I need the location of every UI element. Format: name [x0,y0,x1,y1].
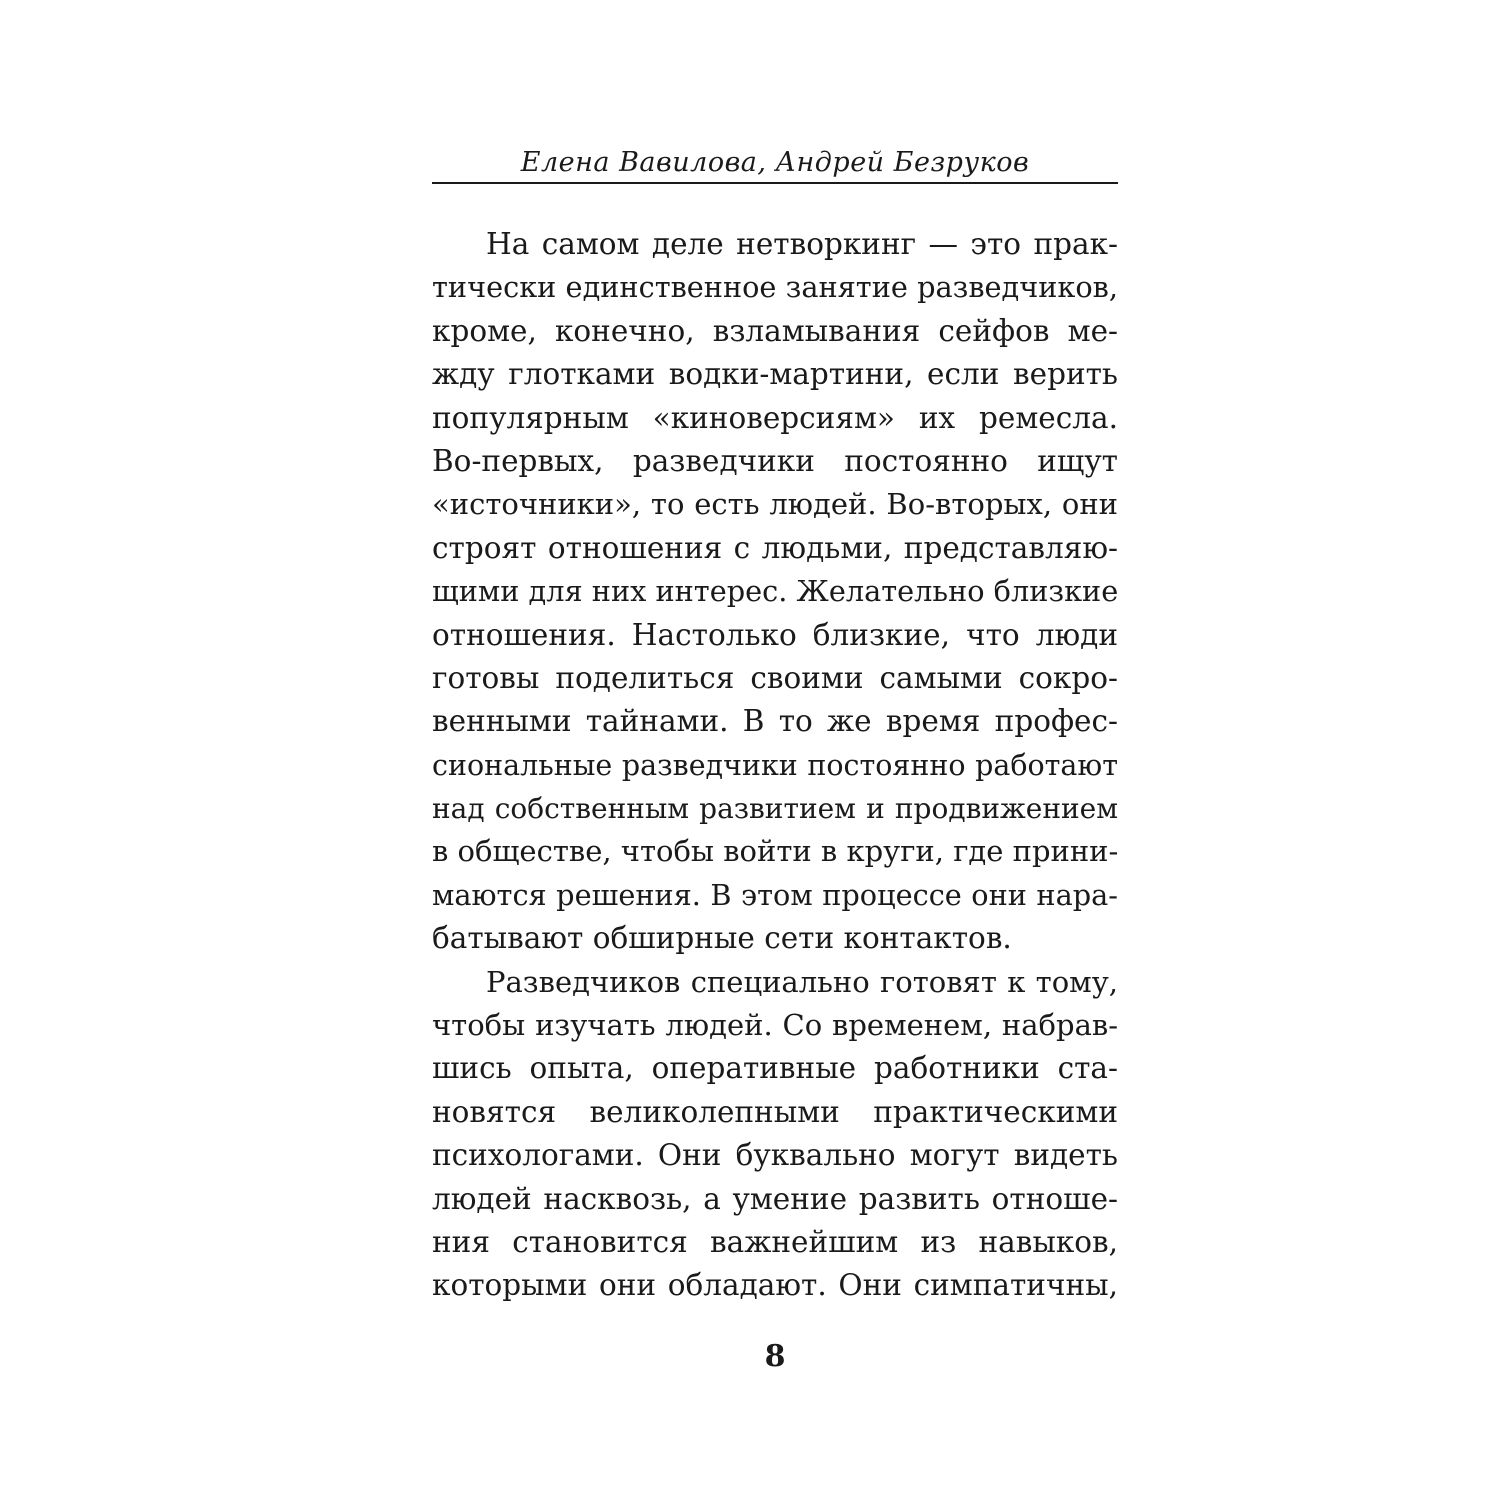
paragraph-1 [432,223,1118,961]
text-line: шись опыта, оперативные работники ста- [432,1051,1118,1086]
page-number: 8 [764,1339,786,1374]
text-line: сиональные разведчики постоянно работают [432,748,1118,782]
text-line: Разведчиков специально готовят к тому, [486,964,1118,999]
text-line: психологами. Они буквально могут видеть [432,1138,1118,1173]
text-line: «источники», то есть людей. Во-вторых, они [432,487,1118,522]
text-line: батывают обширные сети контактов. [432,921,1012,956]
text-line: над собственным развитием и продвижением [432,792,1118,826]
running-header-authors: Елена Вавилова, Андрей Безруков [520,147,1030,178]
text-line: отношения. Настолько близкие, что люди [432,617,1118,652]
text-line: которыми они обладают. Они симпатичны, [432,1268,1118,1303]
text-line: ния становится важнейшим из навыков, [432,1224,1118,1259]
text-line: жду глотками водки-мартини, если верить [432,357,1118,392]
text-line: готовы поделиться своими самыми сокро- [432,660,1118,695]
header-rule [432,182,1118,184]
text-line: венными тайнами. В то же время профес- [432,704,1118,739]
body-text [432,223,1118,1308]
text-line: чтобы изучать людей. Со временем, набрав- [432,1008,1118,1043]
text-line: тически единственное занятие разведчиков, [432,270,1118,305]
text-line: кроме, конечно, взламывания сейфов ме- [432,313,1118,348]
text-line: щими для них интерес. Желательно близкие [432,574,1119,609]
text-line: Во-первых, разведчики постоянно ищут [432,443,1118,478]
text-line: маются решения. В этом процессе они нара- [432,877,1118,912]
text-line: новятся великолепными практическими [432,1094,1118,1129]
book-page [432,0,1118,1500]
text-line: строят отношения с людьми, представляю- [432,530,1118,565]
text-line: людей насквозь, а умение развить отноше- [432,1181,1118,1216]
text-line: На самом деле нетворкинг — это прак- [486,227,1118,261]
text-line: в обществе, чтобы войти в круги, где прини- [432,834,1119,869]
paragraph-2 [432,961,1118,1308]
text-line: популярным «киноверсиям» их ремесла. [432,400,1118,435]
